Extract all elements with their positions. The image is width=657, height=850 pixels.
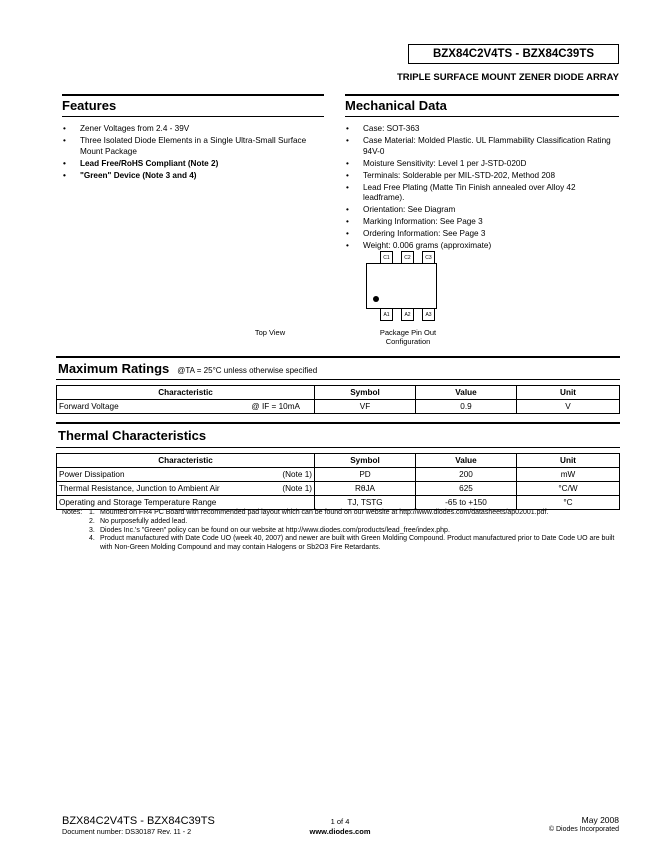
footer-page: 1 of 4 <box>330 817 350 826</box>
pin-c1: C1 <box>380 251 393 264</box>
features-heading: Features <box>62 94 324 114</box>
pinout-caption <box>360 328 456 346</box>
cell-characteristic: Thermal Resistance, Junction to Ambient Air <box>59 484 220 493</box>
list-item: • "Green" Device (Note 3 and 4) <box>62 171 324 182</box>
pin-a2: A2 <box>401 308 414 321</box>
footer-left <box>62 815 215 836</box>
thermal-heading: Thermal Characteristics <box>58 428 207 443</box>
note-text: Mounted on FR4 PC Board with recommended pad layout which can be found on our website at http://www.diodes.com/datasheets/ap02001.pdf. <box>100 509 549 516</box>
notes-section <box>62 509 622 553</box>
note-text: Product manufactured with Date Code UO (week 40, 2007) and newer are built with Green Molding Compound. Product manufactured prior to Date Code UO are built with Non-Green Molding Compound and may contain Halogens or Sb2O3 Fire Retardants. <box>100 535 615 552</box>
list-item: • Zener Voltages from 2.4 - 39V <box>62 124 324 135</box>
thermal-table <box>56 453 620 510</box>
table-header-row <box>57 386 620 400</box>
max-ratings-section <box>56 356 620 414</box>
pin1-indicator-dot <box>373 296 379 302</box>
cell-note: (Note 1) <box>282 470 312 479</box>
list-item: 3. Diodes Inc.'s "Green" policy can be found on our website at http://www.diodes.com/products/lead_free/index.php. <box>89 526 450 534</box>
cell-value: 625 <box>416 482 517 496</box>
footer-copyright: © Diodes Incorporated <box>548 826 619 833</box>
pinout-caption-line2: Configuration <box>385 337 431 346</box>
list-item: • Three Isolated Diode Elements in a Single Ultra-Small Surface Mount Package <box>62 136 324 157</box>
list-item: • Case Material: Molded Plastic. UL Flammability Classification Rating 94V-0 <box>345 136 619 157</box>
cell-unit: mW <box>517 468 620 482</box>
footer-part: BZX84C2V4TS - BZX84C39TS <box>62 815 215 827</box>
list-item: 1. Mounted on FR4 PC Board with recommended pad layout which can be found on our website at http://www.diodes.com/datasheets/ap02001.pdf. <box>89 509 549 516</box>
pin-a1: A1 <box>380 308 393 321</box>
mechanical-section <box>345 94 619 253</box>
footer-date: May 2008 <box>581 815 619 825</box>
package-body <box>366 263 437 309</box>
cell-value: 0.9 <box>416 400 517 414</box>
cell-symbol: RθJA <box>315 482 416 496</box>
cell-unit: °C/W <box>517 482 620 496</box>
pinout-caption-line1: Package Pin Out <box>379 328 437 337</box>
cell-value: 200 <box>416 468 517 482</box>
list-item: • Lead Free Plating (Matte Tin Finish annealed over Alloy 42 leadframe). <box>345 183 619 204</box>
cell-characteristic: Forward Voltage <box>59 402 119 411</box>
list-item: • Ordering Information: See Page 3 <box>345 229 619 240</box>
table-row <box>57 468 620 482</box>
list-item: • Terminals: Solderable per MIL-STD-202, Method 208 <box>345 171 619 182</box>
cell-characteristic: Operating and Storage Temperature Range <box>59 498 217 507</box>
pin-c3: C3 <box>422 251 435 264</box>
col-value: Value <box>416 454 517 468</box>
part-number-box: BZX84C2V4TS - BZX84C39TS <box>408 44 619 64</box>
cell-value: -65 to +150 <box>416 496 517 510</box>
mechanical-heading: Mechanical Data <box>345 94 619 114</box>
col-unit: Unit <box>517 386 620 400</box>
col-value: Value <box>416 386 517 400</box>
top-view-caption: Top View <box>254 328 286 337</box>
col-characteristic: Characteristic <box>57 454 315 468</box>
col-symbol: Symbol <box>315 386 416 400</box>
footer-doc-number: Document number: DS30187 Rev. 11 - 2 <box>62 827 192 836</box>
thermal-section <box>56 422 620 510</box>
col-symbol: Symbol <box>315 454 416 468</box>
notes-label: Notes: <box>62 509 83 516</box>
footer-website-link[interactable]: www.diodes.com <box>309 826 371 836</box>
cell-symbol: TJ, TSTG <box>315 496 416 510</box>
list-item: • Lead Free/RoHS Compliant (Note 2) <box>62 159 324 170</box>
footer-right <box>549 815 619 834</box>
list-item: • Marking Information: See Page 3 <box>345 217 619 228</box>
cell-unit: °C <box>517 496 620 510</box>
note-text: No purposefully added lead. <box>100 517 188 525</box>
list-item: • Orientation: See Diagram <box>345 205 619 216</box>
features-list <box>62 124 324 181</box>
col-characteristic: Characteristic <box>57 386 315 400</box>
list-item: 4. Product manufactured with Date Code UO (week 40, 2007) and newer are built with Green Molding Compound. Product manufactured prior to Date Code UO are built with Non-Green Molding Compound and may contain Halogens or Sb2O3 Fire Retardants. <box>89 535 615 552</box>
cell-symbol: PD <box>315 468 416 482</box>
document-subtitle: TRIPLE SURFACE MOUNT ZENER DIODE ARRAY <box>396 72 619 83</box>
list-item: • Case: SOT-363 <box>345 124 619 135</box>
cell-unit: V <box>517 400 620 414</box>
table-row <box>57 496 620 510</box>
pin-c2: C2 <box>401 251 414 264</box>
max-ratings-condition: @TA = 25°C unless otherwise specified <box>177 366 318 375</box>
col-unit: Unit <box>517 454 620 468</box>
mechanical-list <box>345 124 619 252</box>
cell-characteristic: Power Dissipation <box>59 470 125 479</box>
table-row <box>57 400 620 414</box>
note-text: Diodes Inc.'s "Green" policy can be found on our website at http://www.diodes.com/products/lead_free/index.php. <box>100 526 450 534</box>
footer-center <box>260 817 420 836</box>
list-item: • Weight: 0.006 grams (approximate) <box>345 241 619 252</box>
cell-note: (Note 1) <box>282 484 312 493</box>
table-row <box>57 482 620 496</box>
notes-list <box>62 509 622 553</box>
list-item: • Moisture Sensitivity: Level 1 per J-STD-020D <box>345 159 619 170</box>
pin-a3: A3 <box>422 308 435 321</box>
max-ratings-table <box>56 385 620 414</box>
table-header-row <box>57 454 620 468</box>
max-ratings-heading: Maximum Ratings <box>58 361 170 376</box>
cell-condition: @ IF = 10mA <box>251 402 300 411</box>
cell-symbol: VF <box>315 400 416 414</box>
features-section <box>62 94 324 183</box>
list-item: 2. No purposefully added lead. <box>89 517 188 525</box>
